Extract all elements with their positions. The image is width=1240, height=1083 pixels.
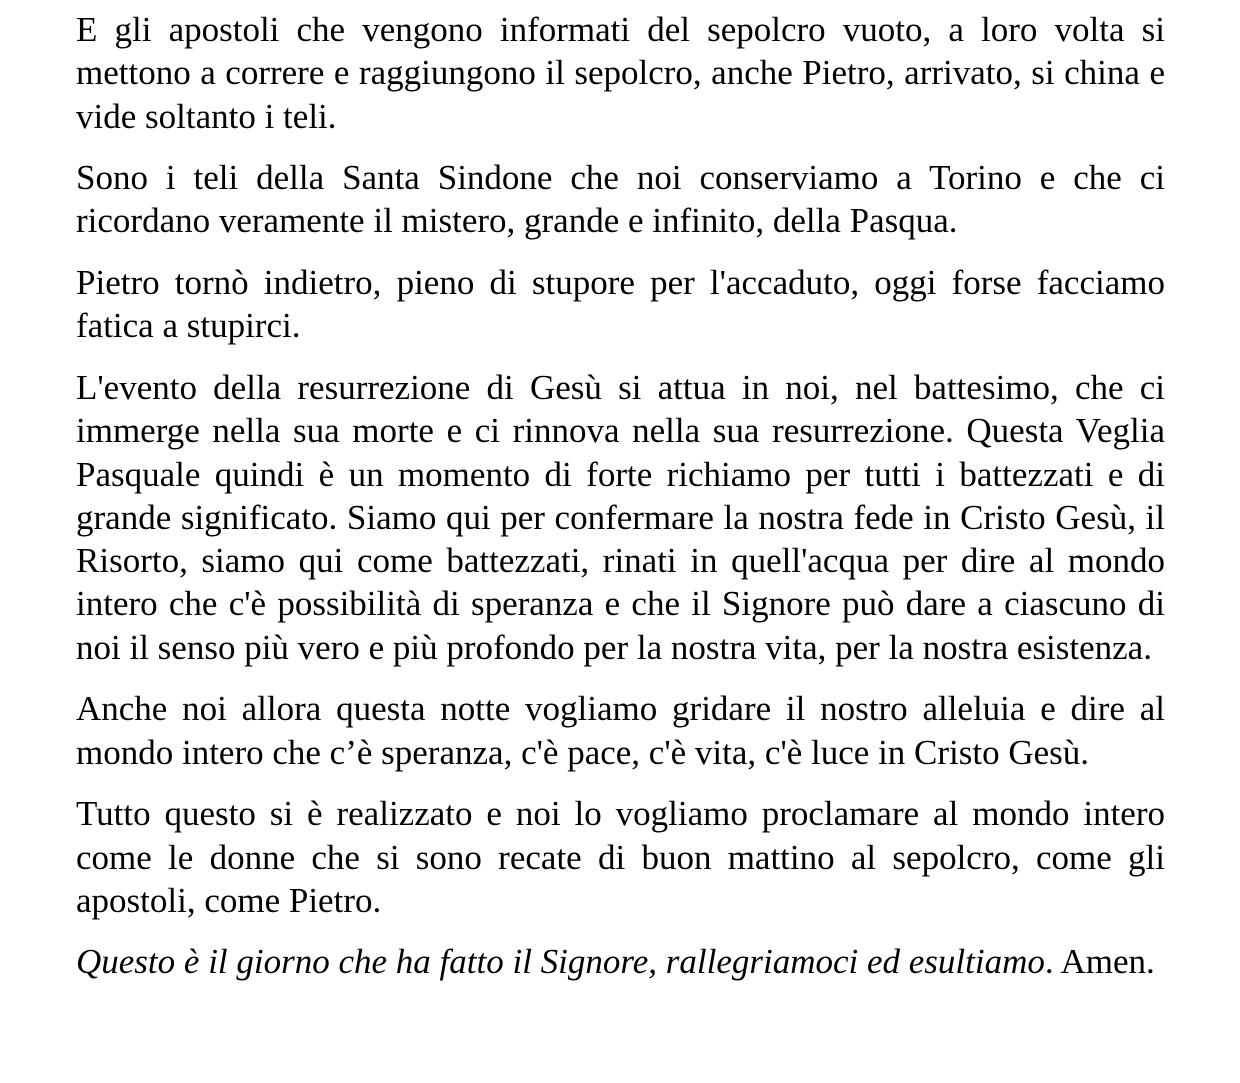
closing-paragraph [76,940,1165,983]
paragraph-alleluia: Anche noi allora questa notte vogliamo gridare il nostro alleluia e dire al mondo intero che c’è speranza, c'è pace, c'è vita, c'è luce in Cristo Gesù. [76,689,1165,772]
paragraph-proclamare: Tutto questo si è realizzato e noi lo vogliamo proclamare al mondo intero come le donne che si sono recate di buon mattino al sepolcro, come gli apostoli, come Pietro. [76,794,1165,920]
paragraph-apostles: E gli apostoli che vengono informati del sepolcro vuoto, a loro volta si mettono a correre e raggiungono il sepolcro, anche Pietro, arrivato, si china e vide soltanto i teli. [76,10,1165,136]
document-page [76,8,1165,1002]
closing-blessing: Questo è il giorno che ha fatto il Signore, rallegriamoci ed esultiamo [76,942,1045,982]
closing-period: . [1044,942,1054,982]
paragraph-resurrezione: L'evento della resurrezione di Gesù si attua in noi, nel battesimo, che ci immerge nella sua morte e ci rinnova nella sua resurrezione. Questa Veglia Pasquale quindi è un momento di forte richiamo per tutti i battezzati e di grande significato. Siamo qui per confermare la nostra fede in Cristo Gesù, il Risorto, siamo qui come battezzati, rinati in quell'acqua per dire al mondo intero che c'è possibilità di speranza e che il Signore può dare a ciascuno di noi il senso più vero e più profondo per la nostra vita, per la nostra esistenza. [76,367,1165,667]
paragraph-sindone: Sono i teli della Santa Sindone che noi conserviamo a Torino e che ci ricordano veramente il mistero, grande e infinito, della Pasqua. [76,158,1165,241]
closing-amen: Amen. [1060,942,1155,982]
paragraph-pietro: Pietro tornò indietro, pieno di stupore per l'accaduto, oggi forse facciamo fatica a stupirci. [76,263,1165,346]
